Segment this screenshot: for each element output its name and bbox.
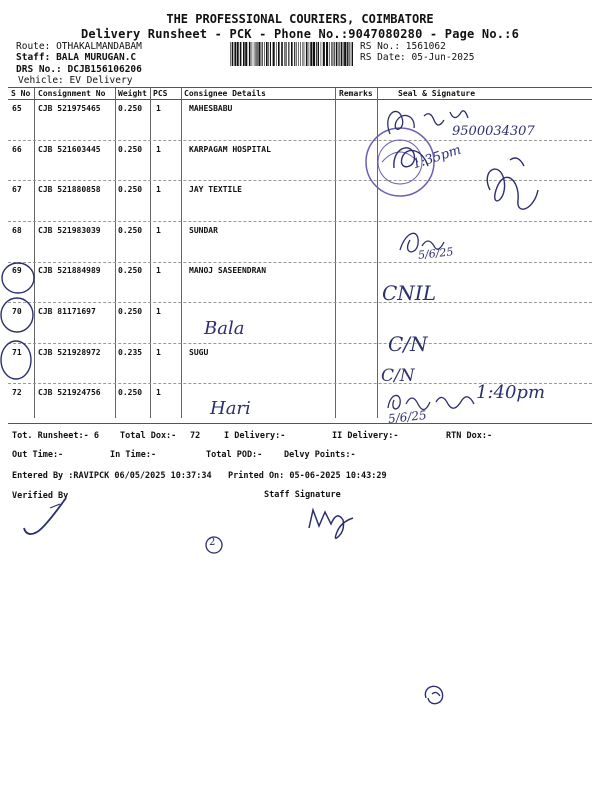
- sno-circle-marks: [0, 260, 40, 400]
- staff-value: BALA MURUGAN.C: [56, 52, 137, 63]
- row-rule: [8, 262, 592, 263]
- company-title: THE PROFESSIONAL COURIERS, COIMBATORE: [166, 12, 434, 26]
- ii-delivery: II Delivery:-: [332, 431, 399, 441]
- row-consignee: SUGU: [189, 348, 209, 357]
- stray-ink-mark: [420, 680, 450, 710]
- row-sno: 70: [12, 307, 22, 316]
- total-dox-label: Total Dox:-: [120, 431, 177, 441]
- rs-date-label: RS Date:: [360, 52, 406, 63]
- table-row: [8, 104, 592, 118]
- row-sno: 65: [12, 104, 22, 113]
- printed-on: Printed On: 05-06-2025 10:43:29: [228, 471, 387, 481]
- barcode-bar: [252, 42, 253, 66]
- barcode-bar: [304, 42, 305, 66]
- handwritten-cn-72: C/N: [381, 366, 415, 386]
- entered-by: Entered By :RAVIPCK 06/05/2025 10:37:34: [12, 471, 212, 481]
- drs-label: DRS No.:: [16, 64, 62, 75]
- col-consignment: Consignment No: [38, 89, 106, 98]
- handwritten-phone: 9500034307: [452, 124, 535, 139]
- rs-date-line: [360, 52, 474, 63]
- handwritten-hari: Hari: [210, 398, 251, 419]
- barcode-bar: [334, 42, 335, 66]
- barcode-bar: [352, 42, 353, 66]
- row-pcs: 1: [156, 226, 161, 235]
- staff-signature: [305, 504, 365, 534]
- row-sno: 67: [12, 185, 22, 194]
- vehicle-line: [18, 75, 132, 86]
- barcode-bar: [249, 42, 251, 66]
- col-divider: [181, 88, 182, 418]
- row-consignee: SUNDAR: [189, 226, 218, 235]
- tot-runsheet: Tot. Runsheet:- 6: [12, 431, 99, 441]
- table-row: [8, 348, 592, 362]
- barcode-bar: [276, 42, 277, 66]
- col-sno: S No: [11, 89, 31, 98]
- table-row: [8, 266, 592, 280]
- handwritten-time-66: 1:35pm: [410, 142, 463, 173]
- barcode-bar: [256, 42, 257, 66]
- staff-label: Staff:: [16, 52, 51, 63]
- barcode-bar: [323, 42, 325, 66]
- table-header-rule: [8, 99, 592, 100]
- barcode-bar: [288, 42, 289, 66]
- barcode-bar: [284, 42, 285, 66]
- barcode-bar: [326, 42, 328, 66]
- barcode-bar: [234, 42, 236, 66]
- row-weight: 0.250: [118, 145, 143, 154]
- route-line: [16, 41, 142, 52]
- row-sno: 72: [12, 388, 22, 397]
- barcode-bar: [336, 42, 338, 66]
- row-consignee: MAHESBABU: [189, 104, 233, 113]
- handwritten-cnil: CNIL: [382, 281, 436, 305]
- row-rule: [8, 140, 592, 141]
- col-divider: [335, 88, 336, 418]
- row-consignment: CJB 521928972: [38, 348, 101, 357]
- barcode-bar: [281, 42, 283, 66]
- barcode-bar: [278, 42, 280, 66]
- row-consignment: CJB 521975465: [38, 104, 101, 113]
- barcode-bar: [329, 42, 330, 66]
- barcode-bar: [230, 42, 231, 66]
- barcode-bar: [306, 42, 308, 66]
- barcode-bar: [270, 42, 271, 66]
- drs-line: [16, 64, 142, 75]
- rs-no-label: RS No.:: [360, 41, 401, 52]
- barcode-bar: [243, 42, 245, 66]
- total-pod: Total POD:-: [206, 450, 263, 460]
- row-weight: 0.250: [118, 226, 143, 235]
- row-sno: 66: [12, 145, 22, 154]
- handwritten-bala: Bala: [204, 318, 245, 339]
- handwritten-date-72: 5/6/25: [387, 408, 428, 426]
- barcode-bar: [318, 42, 319, 66]
- barcode-bar: [341, 42, 343, 66]
- row-consignee: JAY TEXTILE: [189, 185, 242, 194]
- row-rule: [8, 302, 592, 303]
- col-divider: [115, 88, 116, 418]
- col-seal: Seal & Signature: [398, 89, 476, 98]
- vehicle-label: Vehicle:: [18, 75, 64, 86]
- row-consignment: CJB 521983039: [38, 226, 101, 235]
- row-sno: 68: [12, 226, 22, 235]
- row-consignment: CJB 521880858: [38, 185, 101, 194]
- row-consignment: CJB 521924756: [38, 388, 101, 397]
- verified-tick-mark: [14, 494, 74, 544]
- barcode-bar: [300, 42, 301, 66]
- barcode-bar: [254, 42, 255, 66]
- row-consignee: KARPAGAM HOSPITAL: [189, 145, 271, 154]
- signature-row-67: [480, 150, 550, 230]
- barcode-bar: [268, 42, 269, 66]
- barcode-bar: [294, 42, 295, 66]
- rs-no-line: [360, 41, 446, 52]
- rs-date-value: 05-Jun-2025: [411, 52, 475, 63]
- row-consignment: CJB 521884989: [38, 266, 101, 275]
- row-pcs: 1: [156, 307, 161, 316]
- row-sno: 71: [12, 348, 22, 357]
- barcode-bar: [257, 42, 258, 66]
- drs-value: DCJB156106206: [67, 64, 142, 75]
- table-row: [8, 307, 592, 321]
- runsheet-subtitle: Delivery Runsheet - PCK - Phone No.:9047080280 - Page No.:6: [80, 27, 520, 41]
- col-remarks: Remarks: [339, 89, 373, 98]
- table-bottom-rule: [8, 423, 592, 424]
- out-time: Out Time:-: [12, 450, 64, 460]
- staff-line: [16, 52, 136, 63]
- barcode-bar: [296, 42, 297, 66]
- col-consignee: Consignee Details: [184, 89, 266, 98]
- handwritten-cn-71: C/N: [388, 332, 428, 356]
- barcode-bar: [331, 42, 332, 66]
- barcode-bar: [286, 42, 287, 66]
- in-time: In Time:-: [110, 450, 157, 460]
- barcode-bar: [298, 42, 299, 66]
- barcode-bar: [347, 42, 348, 66]
- row-weight: 0.250: [118, 104, 143, 113]
- barcode-bar: [258, 42, 260, 66]
- row-weight: 0.250: [118, 185, 143, 194]
- handwritten-date-68: 5/6/25: [417, 245, 454, 262]
- row-sno: 69: [12, 266, 22, 275]
- table-top-rule: [8, 87, 592, 88]
- vehicle-value: EV Delivery: [69, 75, 133, 86]
- barcode-bar: [273, 42, 275, 66]
- barcode-bar: [309, 42, 310, 66]
- rtn-dox: RTN Dox:-: [446, 431, 493, 441]
- i-delivery: I Delivery:-: [224, 431, 286, 441]
- circled-number: 2: [209, 537, 216, 548]
- row-pcs: 1: [156, 185, 161, 194]
- row-weight: 0.235: [118, 348, 143, 357]
- row-consignment: CJB 521603445: [38, 145, 101, 154]
- col-weight: Weight: [118, 89, 147, 98]
- barcode-bar: [240, 42, 242, 66]
- row-weight: 0.250: [118, 388, 143, 397]
- route-label: Route:: [16, 41, 51, 52]
- row-pcs: 1: [156, 104, 161, 113]
- row-pcs: 1: [156, 266, 161, 275]
- row-consignee: MANOJ SASEENDRAN: [189, 266, 267, 275]
- barcode-bar: [303, 42, 304, 66]
- barcode-bar: [291, 42, 293, 66]
- total-dox-value: 72: [190, 431, 201, 441]
- barcode-bar: [321, 42, 322, 66]
- delvy-points: Delvy Points:-: [284, 450, 356, 460]
- col-pcs: PCS: [153, 89, 168, 98]
- row-pcs: 1: [156, 348, 161, 357]
- barcode-bar: [266, 42, 268, 66]
- barcode-bar: [349, 42, 350, 66]
- col-divider: [150, 88, 151, 418]
- barcode-bar: [313, 42, 315, 66]
- barcode-bar: [344, 42, 346, 66]
- barcode-bar: [339, 42, 340, 66]
- row-weight: 0.250: [118, 266, 143, 275]
- barcode-bar: [351, 42, 352, 66]
- barcode: [230, 42, 355, 66]
- barcode-bar: [264, 42, 265, 66]
- staff-signature-label: Staff Signature: [264, 490, 341, 500]
- row-pcs: 1: [156, 145, 161, 154]
- verified-by-label: Verified By: [12, 491, 69, 501]
- barcode-bar: [237, 42, 239, 66]
- row-rule: [8, 343, 592, 344]
- barcode-bar: [245, 42, 247, 66]
- barcode-bar: [262, 42, 263, 66]
- rs-no-value: 1561062: [405, 41, 446, 52]
- row-pcs: 1: [156, 388, 161, 397]
- handwritten-time-72: 1:40pm: [476, 382, 546, 403]
- route-value: OTHAKALMANDABAM: [56, 41, 142, 52]
- barcode-bar: [310, 42, 312, 66]
- barcode-bar: [316, 42, 317, 66]
- barcode-bar: [232, 42, 234, 66]
- row-consignment: CJB 81171697: [38, 307, 96, 316]
- barcode-bar: [343, 42, 344, 66]
- row-weight: 0.250: [118, 307, 143, 316]
